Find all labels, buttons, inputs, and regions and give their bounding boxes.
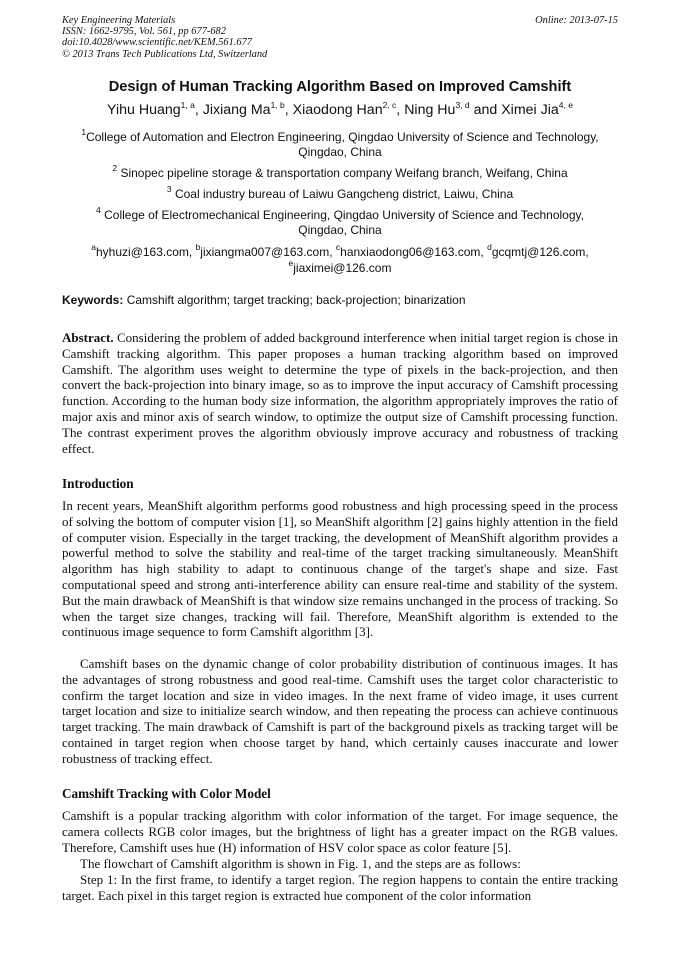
online-date: Online: 2013-07-15 — [535, 15, 618, 26]
author-name: Yihu Huang — [107, 102, 181, 118]
author-name: Jixiang Ma — [202, 102, 271, 118]
abstract-text: Considering the problem of added background interference when initial target region is chose in Camshift tracking algorithm. This paper proposes a human tracking algorithm based on improved Camshift. The algorithm uses weight to determine the type of pixels in the back-projection, and then convert the back-projection into binary image, so as to improve the input accuracy of Camshift processing function. According to the human body size information, the algorithm appropriately improves the ratio of major axis and minor axis of search window, to optimize the output size of Camshift processing function. The contrast experiment proves the algorithm obviously improve accuracy and robustness of tracking effect. — [62, 330, 619, 456]
author-sup: 1, a — [180, 100, 195, 110]
author-name: Xiaodong Han — [292, 102, 383, 118]
camshift-paragraph-1: Camshift is a popular tracking algorithm with color information of the target. For image sequence, the camera collects RGB color images, but the brightness of light has a greater impact on the RGB values. Therefore, Camshift uses hue (H) information of HSV color space as color feature [5]. — [62, 808, 618, 855]
author-list: Yihu Huang$^{1, a}$, Jixiang Ma$^{1, b}$, Xiaodong Han$^{2, c}$, Ning Hu$^{3, d}$ and Ximei Jia$^{4, e}$ — [107, 100, 573, 118]
abstract — [62, 330, 618, 456]
author-sup: 2, c — [382, 100, 397, 110]
paper-title: Design of Human Tracking Algorithm Based on Improved Camshift — [108, 79, 572, 95]
copyright-line: © 2013 Trans Tech Publications Ltd, Switzerland — [62, 48, 268, 60]
journal-header — [62, 15, 618, 60]
email-address[interactable]: jiaximei@126.com — [293, 261, 392, 275]
camshift-paragraph-3: Step 1: In the first frame, to identify a target region. The region happens to contain the entire tracking target. Each pixel in this target region is extracted hue component of the color information — [62, 872, 618, 903]
author-name: Ximei Jia — [501, 102, 559, 118]
author-sup: 1, b — [270, 100, 285, 110]
abstract-label: Abstract. — [62, 330, 114, 345]
introduction-paragraph-2: Camshift bases on the dynamic change of color probability distribution of continuous images. It has the advantages of strong robustness and good real-time. Camshift uses the target color characteristic to confirm the target location and size in video images. In the next frame of video image, it uses current target location and size to initialize search window, and then repeating the process can achieve continuous target tracking. The main drawback of Camshift is part of the background pixels as tracking target will be contained in target region when choose target by hand, which certainly causes inaccurate and lower robustness of tracking effect. — [62, 656, 618, 766]
email-address[interactable]: gcqmtj@126.com, — [491, 245, 589, 259]
affiliation-4: $^4$ College of Electromechanical Engineering, Qingdao University of Science and Technology, Qingdao, China — [96, 205, 584, 237]
introduction-heading: Introduction — [62, 476, 134, 491]
journal-name: Key Engineering Materials — [62, 15, 176, 26]
email-address[interactable]: hyhuzi@163.com, — [96, 245, 196, 259]
introduction-paragraph-1: In recent years, MeanShift algorithm performs good robustness and high processing speed in the process of solving the bottom of computer vision [1], so MeanShift algorithm [2] gains highly attention in the field of computer vision. Especially in the target tracking, the development of MeanShift algorithm provides a powerful method to solve the stability and real-time of the target tracking simultaneously. MeanShift algorithm has high stability to adapt to continuous change of the target's shape and size. Fast computational speed and strong anti-interference ability can ensure real-time and stability of the system. But the main drawback of MeanShift is that window size remains unchanged in the process of tracking. So when the target size changes, tracking will fail. Therefore, MeanShift algorithm is extended to the continuous image sequence to form Camshift algorithm [3]. — [62, 498, 618, 640]
email-address[interactable]: jixiangma007@163.com, — [200, 245, 336, 259]
camshift-heading: Camshift Tracking with Color Model — [62, 786, 271, 801]
author-name: Ning Hu — [404, 102, 456, 118]
keywords — [62, 293, 618, 307]
affiliation-3: $^3$ Coal industry bureau of Laiwu Gangcheng district, Laiwu, China — [166, 184, 514, 201]
issn-line: ISSN: 1662-9795, Vol. 561, pp 677-682 — [62, 26, 226, 38]
author-sup: 3, d — [455, 100, 470, 110]
email-address[interactable]: hanxiaodong06@163.com, — [340, 245, 488, 259]
affiliation-1: $^1$College of Automation and Electron Engineering, Qingdao University of Science and Technology, Qingdao, China — [81, 127, 599, 159]
keywords-label: Keywords: — [62, 293, 124, 307]
email-list: $^a$hyhuzi@163.com, $^b$jixiangma007@163.com, $^c$hanxiaodong06@163.com, $^d$gcqmtj@126.com, $^e$jiaximei@126.com — [91, 242, 589, 275]
keywords-text: Camshift algorithm; target tracking; back-projection; binarization — [126, 293, 466, 307]
doi-line: doi:10.4028/www.scientific.net/KEM.561.677 — [62, 37, 252, 49]
camshift-paragraph-2: The flowchart of Camshift algorithm is shown in Fig. 1, and the steps are as follows: — [80, 856, 521, 871]
affiliation-2: $^2$ Sinopec pipeline storage & transportation company Weifang branch, Weifang, China — [112, 163, 568, 180]
author-sup: 4, e — [558, 100, 573, 110]
